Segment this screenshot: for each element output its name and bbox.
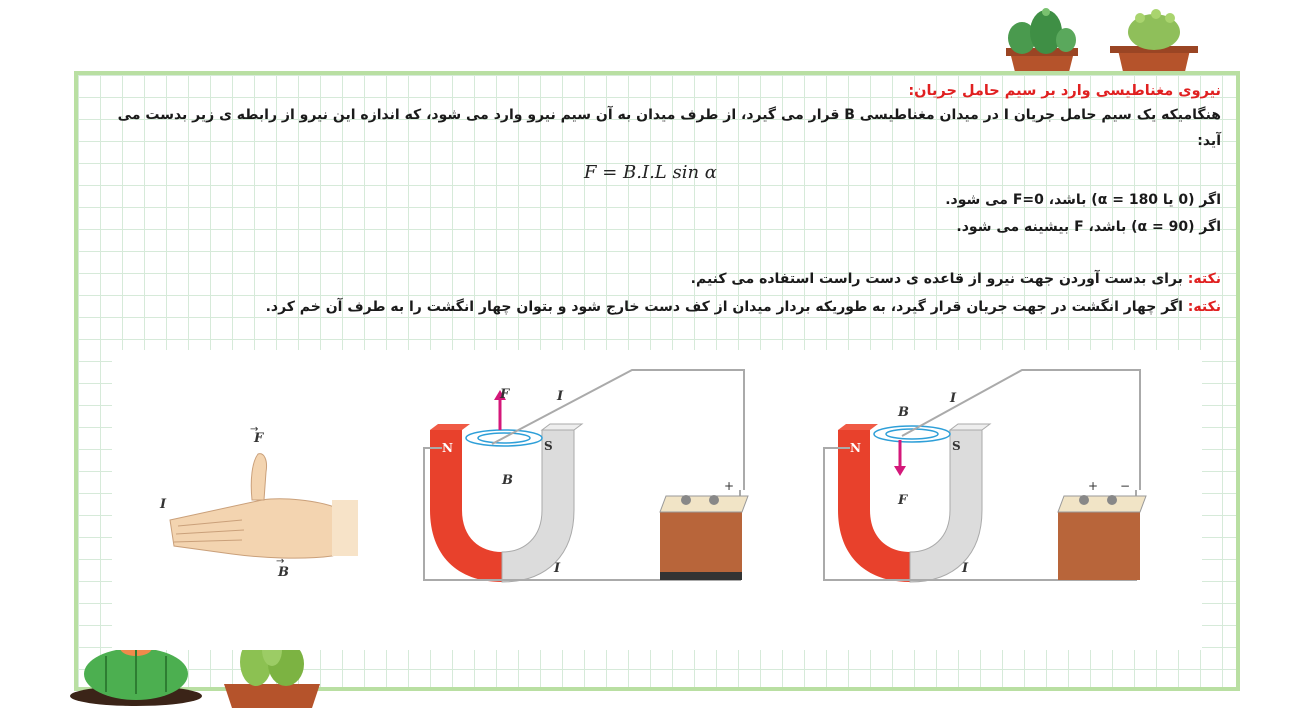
svg-text:→: → xyxy=(250,424,259,435)
magnet-left xyxy=(424,370,748,584)
intro-paragraph: هنگامیکه یک سیم حامل جریان I در میدان مغناطیسی B قرار می گیرد، از طرف میدان به آن سیم نیرو وارد می شود، که اندازه این نیرو از رابطه ی زیر بدست می آید: xyxy=(117,107,1221,149)
current-bottom-label: I xyxy=(554,561,561,576)
current-top-label: I xyxy=(950,391,957,406)
south-label: S xyxy=(952,439,961,453)
magnet-right xyxy=(824,370,1146,582)
magnet-illustration xyxy=(112,350,1202,650)
hand-current-label: I xyxy=(160,497,167,512)
right-hand-icon xyxy=(170,454,358,558)
battery-plus: + xyxy=(724,479,735,493)
battery-minus: − xyxy=(1120,479,1131,493)
condition-max: اگر (90 = α) باشد، F بیشینه می شود. xyxy=(956,219,1221,235)
force-label: F xyxy=(898,493,908,508)
note-label: نکته: xyxy=(1187,271,1221,287)
north-label: N xyxy=(442,441,453,455)
cactus-pot-icon xyxy=(992,8,1092,76)
figure-panel xyxy=(112,350,1202,650)
condition-zero: اگر (0 یا 180 = α) باشد، F=0 می شود. xyxy=(945,192,1221,208)
current-top-label: I xyxy=(557,389,564,404)
current-bottom-label: I xyxy=(962,561,969,576)
note-text: اگر چهار انگشت در جهت جریان قرار گیرد، به طوریکه بردار میدان از کف دست خارج شود و بتوان چهار انگشت را به طرف آن خم کرد. xyxy=(265,299,1188,315)
field-label: B xyxy=(898,405,909,420)
battery-plus: + xyxy=(1088,479,1099,493)
section-heading: نیروی مغناطیسی وارد بر سیم حامل جریان: xyxy=(908,83,1221,99)
note-2 xyxy=(266,299,1221,315)
south-label: S xyxy=(544,439,553,453)
force-formula: F = B.I.L sin α xyxy=(584,162,717,183)
note-label: نکته: xyxy=(1187,299,1221,315)
hand-field-label: B xyxy=(278,565,289,580)
north-label: N xyxy=(850,441,861,455)
svg-text:→: → xyxy=(276,556,285,567)
cactus-pot-icon xyxy=(1104,8,1204,76)
field-label: B xyxy=(502,473,513,488)
hand-force-label: F xyxy=(254,431,264,446)
force-label: F xyxy=(500,387,510,402)
text-block xyxy=(111,80,1221,154)
note-text: برای بدست آوردن جهت نیرو از قاعده ی دست راست استفاده می کنیم. xyxy=(690,271,1188,287)
note-1 xyxy=(691,271,1221,287)
